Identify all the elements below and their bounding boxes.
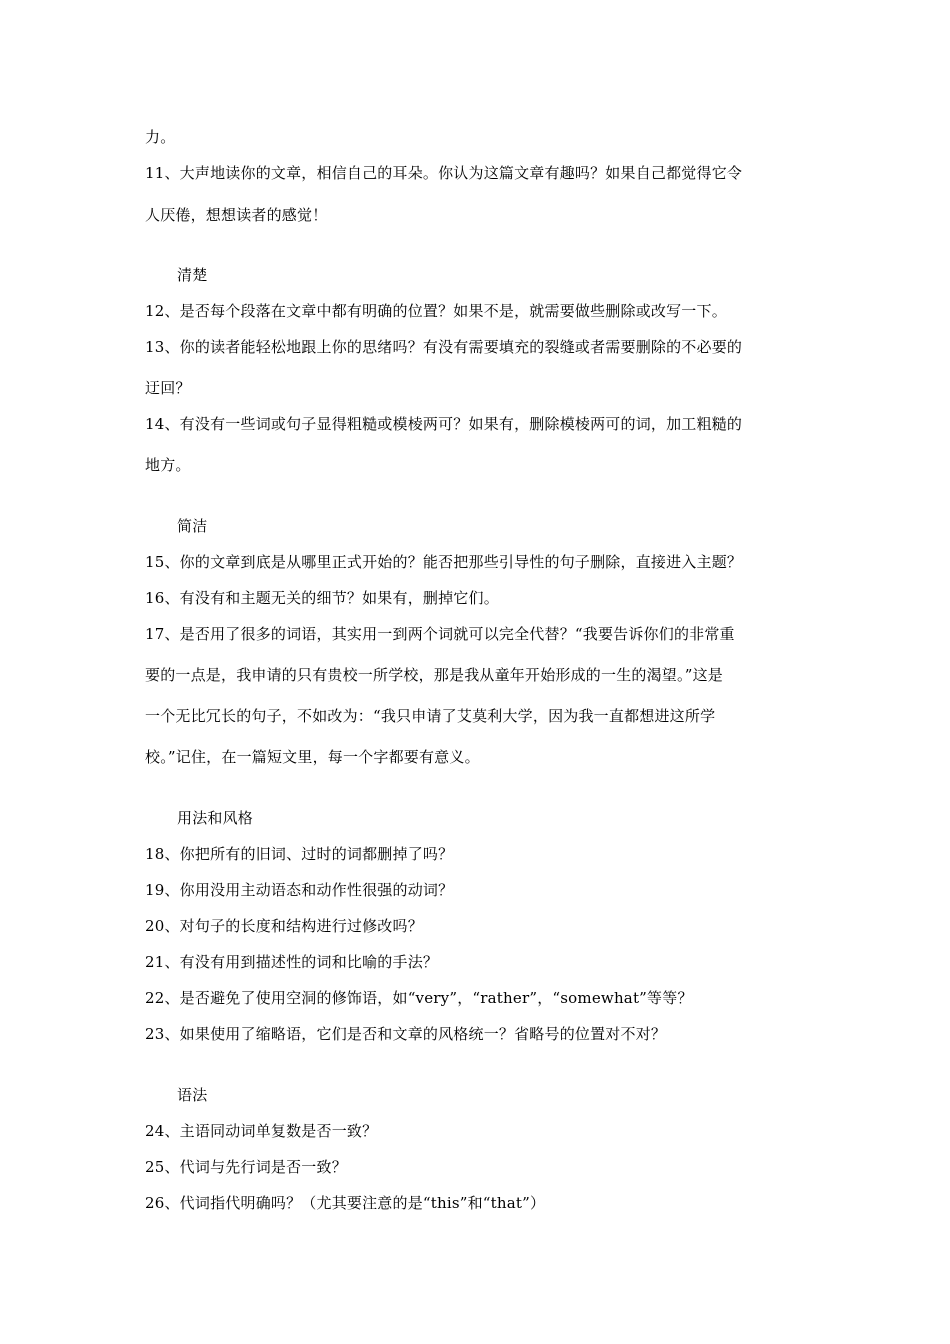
section-heading-grammar: 语法 [177,1086,208,1104]
text-line: 17、是否用了很多的词语，其实用一到两个词就可以完全代替？“我要告诉你们的非常重 [145,625,735,643]
text-line: 力。 [145,128,176,146]
text-line: 21、有没有用到描述性的词和比喻的手法？ [145,953,439,971]
text-line: 地方。 [145,456,191,474]
text-line: 13、你的读者能轻松地跟上你的思绪吗？有没有需要填充的裂缝或者需要删除的不必要的 [145,338,743,356]
text-line: 16、有没有和主题无关的细节？如果有，删掉它们。 [145,589,499,607]
text-line: 23、如果使用了缩略语，它们是否和文章的风格统一？省略号的位置对不对？ [145,1025,667,1043]
text-line: 24、主语同动词单复数是否一致？ [145,1122,378,1140]
text-line: 迂回？ [145,379,191,397]
text-line: 一个无比冗长的句子，不如改为：“我只申请了艾莫利大学，因为我一直都想进这所学 [145,707,716,725]
text-line: 15、你的文章到底是从哪里正式开始的？能否把那些引导性的句子删除，直接进入主题？ [145,553,743,571]
text-line: 14、有没有一些词或句子显得粗糙或模棱两可？如果有，删除模棱两可的词，加工粗糙的 [145,415,743,433]
text-line: 要的一点是，我申请的只有贵校一所学校，那是我从童年开始形成的一生的渴望。”这是 [145,666,723,684]
text-line: 校。”记住，在一篇短文里，每一个字都要有意义。 [145,748,480,766]
text-line: 26、代词指代明确吗？（尤其要注意的是“this”和“that”） [145,1194,546,1212]
text-line: 20、对句子的长度和结构进行过修改吗？ [145,917,423,935]
text-line: 19、你用没用主动语态和动作性很强的动词？ [145,881,454,899]
section-heading-conciseness: 简洁 [177,517,208,535]
text-line: 12、是否每个段落在文章中都有明确的位置？如果不是，就需要做些删除或改写一下。 [145,302,727,320]
section-heading-usage-style: 用法和风格 [177,809,254,827]
text-line: 22、是否避免了使用空洞的修饰语，如“very”，“rather”，“somewhat”等等？ [145,989,693,1007]
text-line: 11、大声地读你的文章，相信自己的耳朵。你认为这篇文章有趣吗？如果自己都觉得它令 [145,164,743,182]
text-line: 18、你把所有的旧词、过时的词都删掉了吗？ [145,845,454,863]
section-heading-clarity: 清楚 [177,266,208,284]
text-line: 人厌倦，想想读者的感觉！ [145,206,328,224]
text-line: 25、代词与先行词是否一致？ [145,1158,347,1176]
